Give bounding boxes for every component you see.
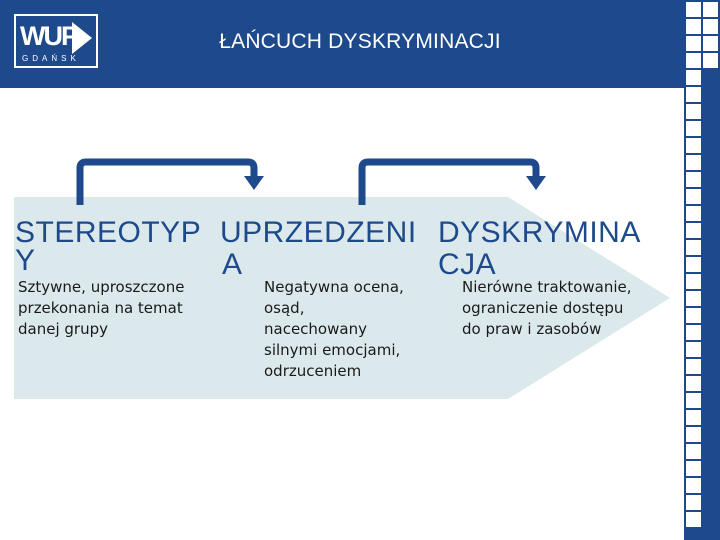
decorative-tile — [703, 53, 718, 68]
logo-subtext: GDAŃSK — [22, 54, 80, 63]
decorative-tile — [686, 36, 701, 51]
decorative-tile — [686, 461, 701, 476]
decorative-tile — [686, 19, 701, 34]
stage-term-stereotypy-line1: STEREOTYP — [15, 216, 202, 249]
decorative-tile — [686, 172, 701, 187]
stage-term-uprzedzenia-line1: UPRZEDZENI — [220, 216, 417, 249]
decorative-tile — [686, 478, 701, 493]
decorative-tile — [686, 410, 701, 425]
decorative-tile — [686, 87, 701, 102]
decorative-tile — [686, 70, 701, 85]
decorative-tile — [686, 257, 701, 272]
decorative-tile — [703, 36, 718, 51]
arrowhead-icon — [244, 176, 264, 190]
decorative-tile — [686, 291, 701, 306]
decorative-tile — [686, 427, 701, 442]
stage-description-uprzedzenia: Negatywna ocena, osąd, nacechowany silnymi emocjami, odrzuceniem — [264, 278, 404, 380]
stage-description-dyskryminacja: Nierówne traktowanie, ograniczenie dostępu do praw i zasobów — [462, 278, 632, 338]
decorative-tile — [686, 376, 701, 391]
decorative-tile — [686, 495, 701, 510]
stage-term-dyskryminacja-line1: DYSKRYMINA — [438, 216, 641, 249]
decorative-tile — [686, 155, 701, 170]
decorative-tile — [686, 393, 701, 408]
stage-description-stereotypy: Sztywne, uproszczone przekonania na temat danej grupy — [18, 278, 185, 338]
decorative-tile — [686, 104, 701, 119]
stage-term-uprzedzenia-line2: A — [222, 248, 243, 281]
decorative-tile — [686, 121, 701, 136]
decorative-tile — [686, 138, 701, 153]
decorative-tile — [686, 2, 701, 17]
decorative-tile — [686, 512, 701, 527]
decorative-tile — [686, 359, 701, 374]
arrowhead-icon — [526, 176, 546, 190]
decorative-tile — [686, 308, 701, 323]
decorative-tile — [686, 223, 701, 238]
logo-text: WUP — [20, 21, 77, 51]
stage-term-stereotypy-line2: Y — [15, 244, 36, 277]
decorative-tile — [686, 274, 701, 289]
decorative-tile — [686, 53, 701, 68]
decorative-tile — [686, 325, 701, 340]
stage-term-dyskryminacja-line2: CJA — [438, 248, 497, 281]
decorative-tile — [686, 444, 701, 459]
decorative-tile — [703, 2, 718, 17]
decorative-tile — [686, 240, 701, 255]
slide-title: ŁAŃCUCH DYSKRYMINACJI — [219, 30, 501, 53]
decorative-tile — [703, 19, 718, 34]
decorative-tile — [686, 206, 701, 221]
decorative-tile — [686, 342, 701, 357]
decorative-tile — [686, 189, 701, 204]
